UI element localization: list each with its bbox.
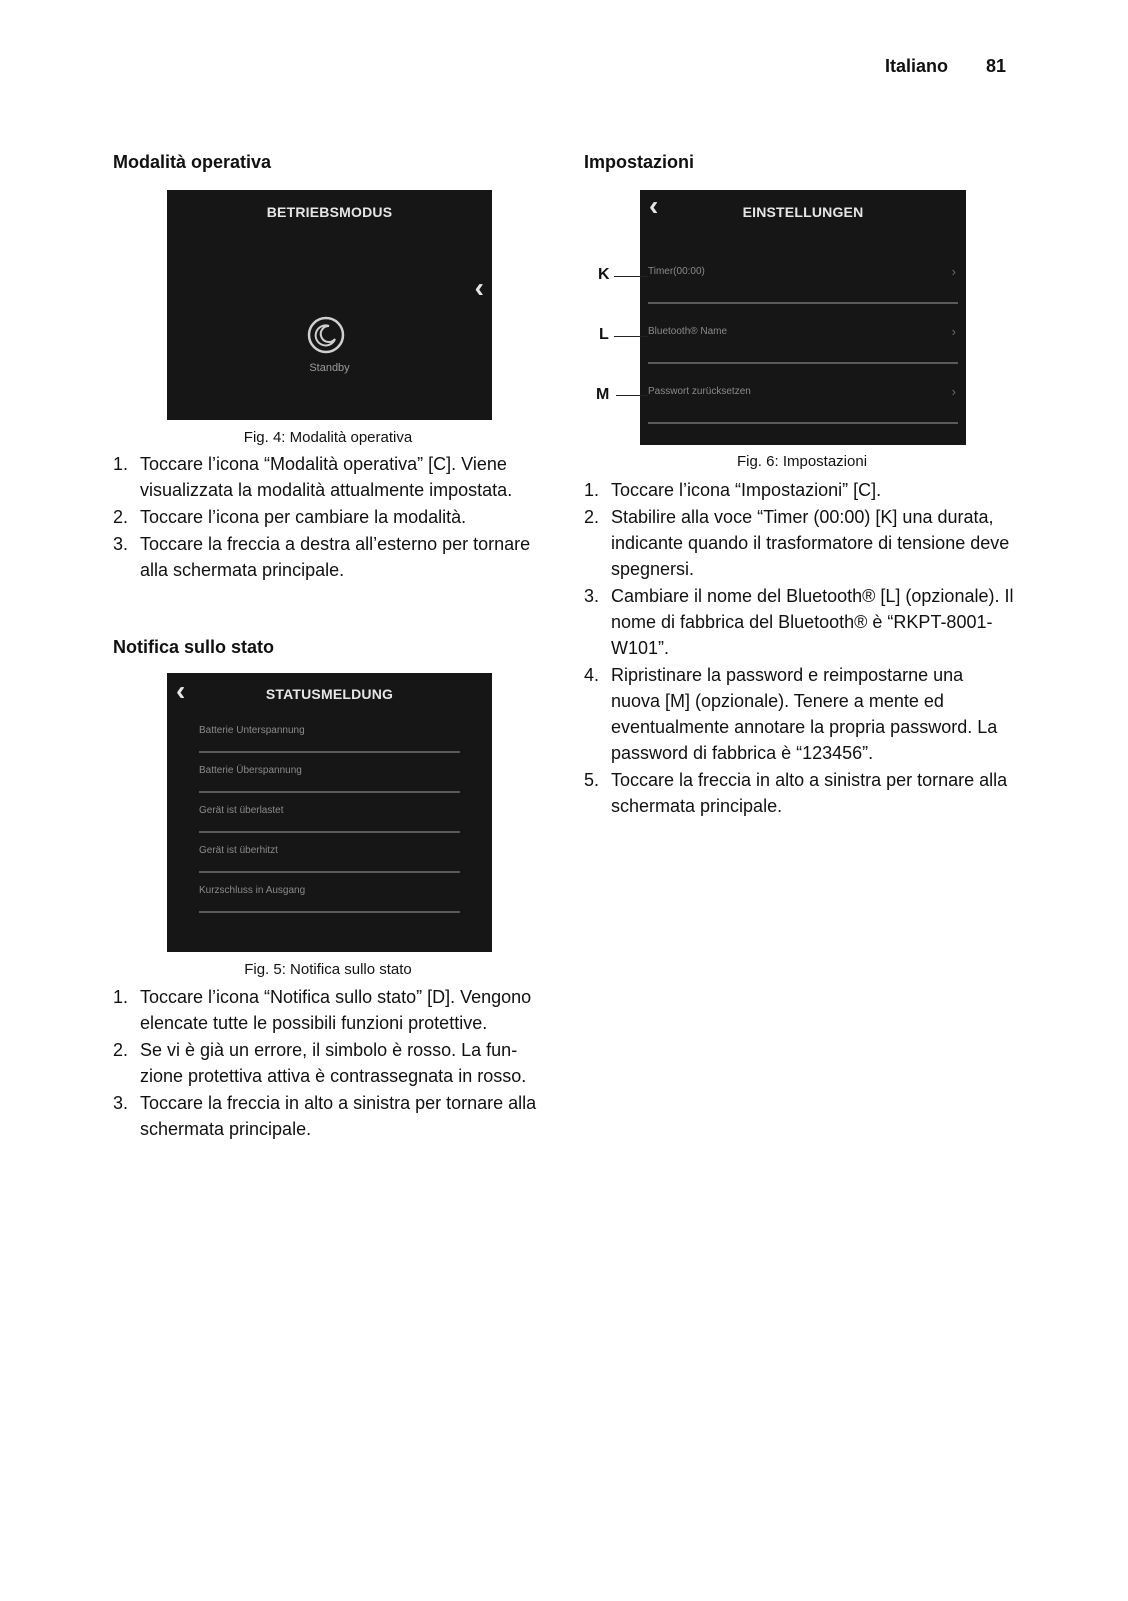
list-item: 1. Toccare l’icona “Modalità operativa” [C]. Viene visualizzata la modalità attualmente impostata. — [113, 454, 513, 500]
list-item[interactable]: Gerät ist überhitzt — [199, 833, 460, 873]
callout-l: L — [599, 326, 609, 343]
callout-k: K — [598, 266, 610, 283]
screen-title: BETRIEBSMODUS — [266, 204, 393, 220]
list-item: 3. Cambiare il nome del Bluetooth® [L] (opzionale). Il nome di fabbrica del Bluetooth® è “RKPT-8001-W101”. — [584, 586, 1014, 658]
page-header — [885, 56, 1006, 77]
settings-row-bluetooth[interactable]: Bluetooth® Name › — [648, 310, 958, 364]
figure-caption: Fig. 5: Notifica sullo stato — [244, 961, 412, 978]
callout-line — [614, 276, 648, 277]
list-item[interactable]: Batterie Überspannung — [199, 753, 460, 793]
figure-caption: Fig. 4: Modalità operativa — [243, 429, 413, 446]
list-item: 4. Ripristinare la password e reimpostarne una nuova [M] (opzionale). Tenere a mente ed eventualmente annotare la propria password. La password di fabbrica è “123456”. — [584, 665, 998, 763]
figure-einstellungen-screen — [640, 190, 966, 445]
steps-list — [113, 451, 553, 584]
section-title: Notifica sullo stato — [113, 637, 275, 657]
steps-list — [584, 477, 1014, 820]
list-item: 2. Se vi è già un errore, il simbolo è rosso. La funzione protettiva attiva è contrassegnata in rosso. — [113, 1040, 527, 1086]
back-arrow-icon[interactable]: ‹ — [176, 675, 186, 706]
steps-list — [113, 984, 553, 1143]
list-item[interactable]: Gerät ist überlastet — [199, 793, 460, 833]
figure-betriebsmodus-screen — [167, 190, 492, 420]
list-item: 1. Toccare l’icona “Impostazioni” [C]. — [584, 480, 882, 500]
screen-title: EINSTELLUNGEN — [742, 204, 864, 220]
list-item: 3. Toccare la freccia a destra all’esterno per tornare alla schermata principale. — [113, 534, 531, 580]
back-arrow-icon[interactable]: ‹ — [649, 190, 659, 221]
figure-statusmeldung-screen — [167, 673, 492, 952]
section-title: Impostazioni — [584, 152, 695, 172]
list-item: 5. Toccare la freccia in alto a sinistra per tornare alla schermata principale. — [584, 770, 1008, 816]
standby-label: Standby — [309, 362, 350, 374]
list-item[interactable]: Kurzschluss in Ausgang — [199, 873, 460, 913]
section-title: Modalità operativa — [113, 152, 272, 172]
list-item: 1. Toccare l’icona “Notifica sullo stato” [D]. Vengono elencate tutte le possibili funzioni protettive. — [113, 987, 532, 1033]
language-label: Italiano — [884, 56, 948, 76]
settings-row-timer[interactable]: Timer(00:00) › — [648, 250, 958, 304]
list-item[interactable]: Batterie Unterspannung — [199, 713, 460, 753]
settings-row-password[interactable]: Passwort zurücksetzen › — [648, 370, 958, 424]
list-item: 2. Stabilire alla voce “Timer (00:00) [K] una durata, indicante quando il trasformatore di tensione deve spegnersi. — [584, 507, 1010, 579]
callout-line — [614, 336, 648, 337]
callout-line — [616, 395, 648, 396]
moon-icon[interactable] — [307, 316, 345, 354]
arrow-right-icon[interactable]: ‹ — [474, 272, 484, 303]
list-item: 2. Toccare l’icona per cambiare la modalità. — [113, 507, 467, 527]
screen-title: STATUSMELDUNG — [265, 686, 394, 702]
list-item: 3. Toccare la freccia in alto a sinistra per tornare alla schermata principale. — [113, 1093, 537, 1139]
figure-caption: Fig. 6: Impostazioni — [736, 453, 868, 470]
callout-m: M — [596, 386, 610, 403]
page-number: 81 — [985, 56, 1006, 76]
